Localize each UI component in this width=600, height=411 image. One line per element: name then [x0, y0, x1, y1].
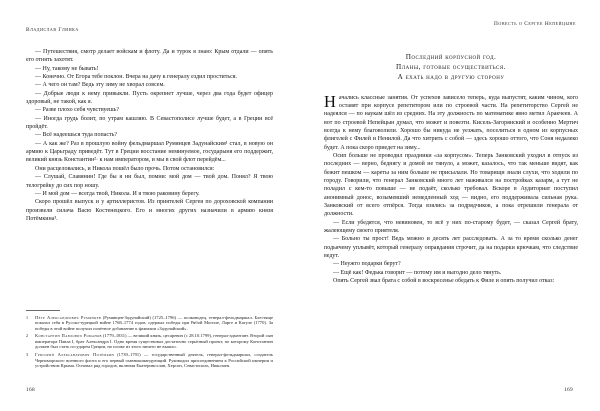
footnote-section: [26, 310, 273, 371]
paragraph: — Путешествия, смотр делает войскам и флоту. Да и турок я знаю: Крым отдали — опять его отнять захотят.: [26, 49, 273, 64]
left-page-number: 168: [26, 387, 35, 393]
paragraph: Скоро прошёл выпуск и у артиллеристов. Из приятелей Сергея по дороховской компании произвели силача Васю Костенецкого. Его и многих других назначили в армию князя Потёмкина³.: [26, 199, 273, 222]
chapter-title-line: Планы, готовые осуществиться.: [396, 63, 506, 72]
paragraph: — Добрые люди к нему привыкли. Пусть окрепнет лучше, через два года будет офицер здоровый, не такой, как я.: [26, 90, 273, 106]
footnote: [26, 352, 273, 369]
footnote: [26, 333, 273, 350]
right-page-number: 169: [564, 387, 573, 393]
paragraph: Опять Сергей звал брата с собой в воскресенье обедать к Филе и опять получил отказ:: [333, 278, 555, 285]
right-page: [300, 0, 600, 411]
footnote-body: (1739–1791) — государственный деятель, генерал-фельдмаршал, создатель Черноморского военного флота и его первый главнокомандующий. Руководил присоединением к Российской империи и устройством Крыма. Основал ряд городов, включая Екатеринослав, Херсон, Севастополь, Николаев.: [35, 352, 273, 369]
paragraph: — Больно ты прост! Ведь можно и десять лет расследовать. А за то время сколько денег подьячему уплывёт, который генералу оправдания строчит, да на подарки крючкам, что следствие ведут.: [324, 236, 578, 260]
paragraph: — И мой дом — всегда твой, Никола. И я твою раковину берегу.: [35, 190, 200, 197]
footnote-text: [35, 352, 273, 369]
paragraph: Они расцеловались, и Никола пошёл было прочь. Потом остановился:: [35, 165, 215, 172]
footnote-body: (1779–1831) — великий князь, цесаревич (с 28.10.1799), генерал-адъютант. Второй сын императора Павла I, брат Александра I. Одно время существовал достаточно серьёзный проект, по которому Константин должен был стать государем Греции, но позже из этого ничего не вышло.: [35, 333, 273, 350]
paragraph: — Ну, такому не бывать!: [35, 65, 99, 72]
footnote-person-name: Григорий Александрович Потёмкин: [35, 352, 114, 358]
paragraph: — Всё надеешься туда попасть?: [35, 132, 118, 139]
paragraph: — Иногда грудь болит, по утрам кашляю. В Севастополисе лучше будет, а в Греции всё пройдёт.: [26, 115, 273, 131]
footnote-marker: 3: [26, 352, 29, 358]
footnote-person-name: Пётр Александрович Румянцев: [35, 314, 102, 320]
paragraph: — Конечно. От Егора тебе поклон. Вчера на дачу к генералу ездил проститься.: [35, 74, 238, 81]
paragraph-with-dropcap: [324, 91, 578, 152]
paragraph: — Если убедятся, что невиновен, то всё у них по-старому будет, — сказал Сергей брату, жалеющему своего приятеля.: [324, 219, 578, 235]
right-page-body: [324, 91, 578, 286]
paragraph: — А чего он там? Ведь эту зиму не хворал совсем.: [35, 82, 165, 89]
paragraph: — Разве плохо себя чувствуешь?: [35, 107, 120, 114]
chapter-title: [324, 52, 578, 83]
left-running-head: Владислав Глинка: [26, 27, 79, 33]
paragraph: — Слушай, Славянин! Где бы я ни был, помни: мой дом — твой дом. Понял? Я твою телогрейку до сих пор ношу.: [26, 174, 273, 189]
paragraph: — Ещё как! Федька говорит — потому им и выгодно дело тянуть.: [333, 269, 502, 276]
footnote-text: [35, 333, 273, 350]
footnote-marker: 1: [26, 314, 29, 320]
footnote: [26, 315, 273, 332]
paragraph-text: ачались классные занятия. От успехов зависело теперь, куда выпустят, каким чином, кого оставят при корпусе репетитором или по строевой части. На репетиторство Сергей не надеялся — по наукам шёл из средних. На эту должность по математике явно метил Аракчеев. А вот по строевой Непейцын думал, что может и повезти. Кисель-Загорянский и особенно Мертич всегда к нему благоволили. Хорошо бы никуда не уезжать, поселиться в одном из корпусных флигелей с Филей и Ненилой. Да что хитрить с собой — здесь хорошо оттого, что Соня недалеко будет. А пока скоро приедет на зиму...: [324, 94, 578, 151]
paragraph: — Неужто подарки берут?: [333, 261, 401, 268]
paragraph: — А как же? Раз в прошлую войну фельдмаршал Румянцев Задунайским¹ стал, в новую он армию к Царьграду приведёт. Тут в Греции восстание неминуемое, государыня его поддержит, великий князь Константин²· к нам императором, и мы в свой флот перейдём...: [26, 140, 273, 164]
paragraph: Осип больше не проводил праздники «за корпусом». Теперь Занковский уходил в отпуск из последних — верно, беднягу и домой не тянуло, а может, казалось, что так меньше видят, как бежит пешком — кареты за ним больше не присылали. Но товарищи знали слухи, что ходили по городу. Говорили, что генерал Занковский много лет наживался на постройках казарм, а тут не поладил с кем-то повыше — не подаёт, сколько требовал. Вскоре в Аудиториат поступил анонимный донос, возымевший немедленный ход — видно, его поддерживала сильная рука. Занковский от всего отпёрся. Тогда взялись за подрядчиков, а пока отрешили генерала от должности.: [324, 153, 578, 218]
left-page-body: [26, 48, 273, 223]
chapter-title-line: Последний корпусной год.: [405, 53, 497, 61]
footnote-divider: [26, 310, 60, 311]
chapter-title-line: А ехать надо в другую сторону: [397, 73, 505, 82]
footnote-marker: 2: [26, 333, 29, 339]
footnote-body: (Румянцев-Задунайский) (1725–1796) — полководец, генерал-фельдмаршал. Блестяще показал себя в Русско-турецкой войне 1768–1774 годов, одержал победы при Рябой Могиле, Ларге и Кагуле (1770). За победы в этой войне получил почётное добавление к фамилии «Задунайский».: [35, 314, 273, 331]
right-running-head: Повесть о Сергее Непейцыне: [494, 21, 576, 27]
footnote-person-name: Константин Павлович Романов: [35, 333, 102, 339]
footnote-text: [35, 315, 273, 332]
drop-cap: Н: [324, 91, 336, 111]
